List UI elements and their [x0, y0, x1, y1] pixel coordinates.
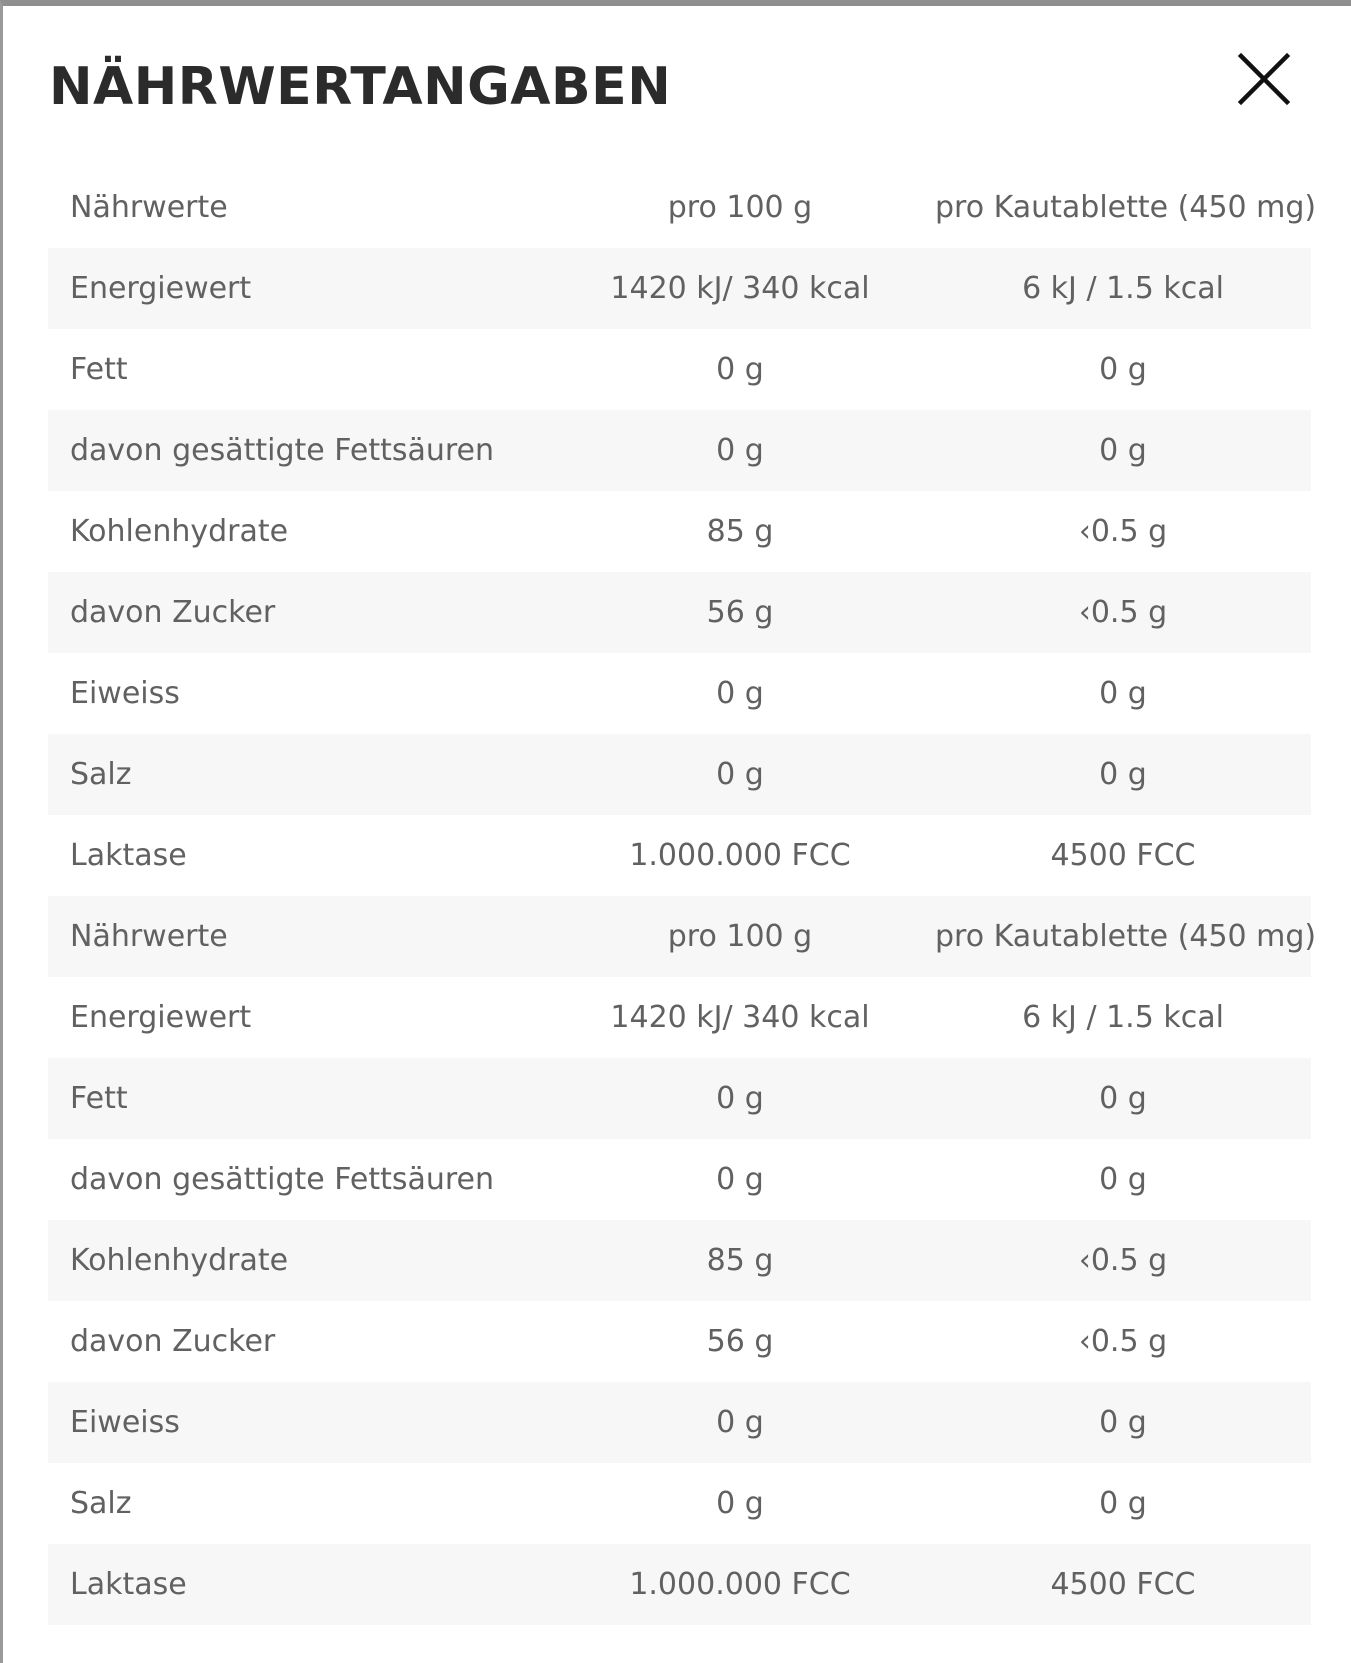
nutrient-name: Eiweiss [70, 676, 180, 711]
value-per-tablet: 4500 FCC [1050, 838, 1196, 873]
table-row [48, 977, 1311, 1058]
value-per-tablet: pro Kautablette (450 mg) [935, 190, 1317, 225]
table-row [48, 1301, 1311, 1382]
nutrient-name: Fett [70, 352, 128, 387]
value-per-tablet: ‹0.5 g [935, 1220, 1311, 1301]
table-row [48, 1058, 1311, 1139]
nutrition-table-body [48, 167, 1317, 1625]
table-row [48, 653, 1311, 734]
value-per-100g: 1420 kJ/ 340 kcal [545, 248, 935, 329]
nutrient-name: davon gesättigte Fettsäuren [70, 1162, 495, 1197]
value-per-100g: 0 g [545, 1058, 935, 1139]
table-row [48, 329, 1311, 410]
nutrient-name: Kohlenhydrate [70, 514, 289, 549]
value-per-tablet: 0 g [1099, 1486, 1147, 1521]
value-per-tablet: ‹0.5 g [1078, 514, 1168, 549]
table-row [48, 1544, 1311, 1625]
nutrition-table [48, 167, 1317, 1625]
table-row [48, 248, 1311, 329]
table-row [48, 1139, 1311, 1220]
value-per-100g: 1.000.000 FCC [629, 838, 851, 873]
value-per-100g: 1.000.000 FCC [545, 1544, 935, 1625]
value-per-tablet: 0 g [1099, 352, 1147, 387]
value-per-100g: 56 g [545, 572, 935, 653]
nutrient-name: Nährwerte [70, 190, 228, 225]
value-per-100g: 85 g [545, 1220, 935, 1301]
modal-title: NÄHRWERTANGABEN [49, 57, 672, 117]
nutrient-name: davon Zucker [48, 572, 545, 653]
value-per-tablet: 4500 FCC [935, 1544, 1311, 1625]
value-per-100g: 0 g [545, 734, 935, 815]
nutrient-name: davon gesättigte Fettsäuren [48, 410, 545, 491]
value-per-tablet: 0 g [935, 1382, 1311, 1463]
nutrient-name: Energiewert [70, 1000, 252, 1035]
value-per-tablet: 0 g [1099, 676, 1147, 711]
value-per-tablet: 0 g [935, 410, 1311, 491]
table-row [48, 896, 1311, 977]
value-per-100g: pro 100 g [545, 896, 935, 977]
nutrient-name: Eiweiss [48, 1382, 545, 1463]
value-per-tablet: 6 kJ / 1.5 kcal [935, 248, 1311, 329]
nutrient-name: Nährwerte [48, 896, 545, 977]
value-per-tablet: 0 g [1099, 1162, 1147, 1197]
nutrient-name: Laktase [48, 1544, 545, 1625]
value-per-100g: pro 100 g [667, 190, 813, 225]
table-row [48, 410, 1311, 491]
table-row [48, 734, 1311, 815]
table-row [48, 167, 1311, 248]
close-icon [1235, 50, 1293, 108]
value-per-tablet: 6 kJ / 1.5 kcal [1022, 1000, 1224, 1035]
value-per-100g: 85 g [706, 514, 774, 549]
nutrient-name: Energiewert [48, 248, 545, 329]
value-per-100g: 0 g [545, 410, 935, 491]
table-row [48, 1220, 1311, 1301]
value-per-100g: 0 g [716, 676, 764, 711]
table-row [48, 572, 1311, 653]
nutrient-name: Kohlenhydrate [48, 1220, 545, 1301]
nutrient-name: Salz [70, 1486, 132, 1521]
value-per-tablet: ‹0.5 g [935, 572, 1311, 653]
value-per-100g: 1420 kJ/ 340 kcal [610, 1000, 870, 1035]
table-row [48, 815, 1311, 896]
value-per-100g: 56 g [706, 1324, 774, 1359]
nutrient-name: Salz [48, 734, 545, 815]
table-row [48, 1463, 1311, 1544]
value-per-100g: 0 g [716, 1162, 764, 1197]
value-per-tablet: 0 g [935, 734, 1311, 815]
value-per-100g: 0 g [716, 352, 764, 387]
value-per-tablet: pro Kautablette (450 mg) [935, 896, 1311, 977]
value-per-100g: 0 g [716, 1486, 764, 1521]
table-row [48, 491, 1311, 572]
value-per-tablet: ‹0.5 g [1078, 1324, 1168, 1359]
nutrient-name: Fett [48, 1058, 545, 1139]
value-per-tablet: 0 g [935, 1058, 1311, 1139]
value-per-100g: 0 g [545, 1382, 935, 1463]
nutrient-name: davon Zucker [70, 1324, 276, 1359]
nutrient-name: Laktase [70, 838, 187, 873]
table-row [48, 1382, 1311, 1463]
close-button[interactable] [1235, 50, 1293, 108]
